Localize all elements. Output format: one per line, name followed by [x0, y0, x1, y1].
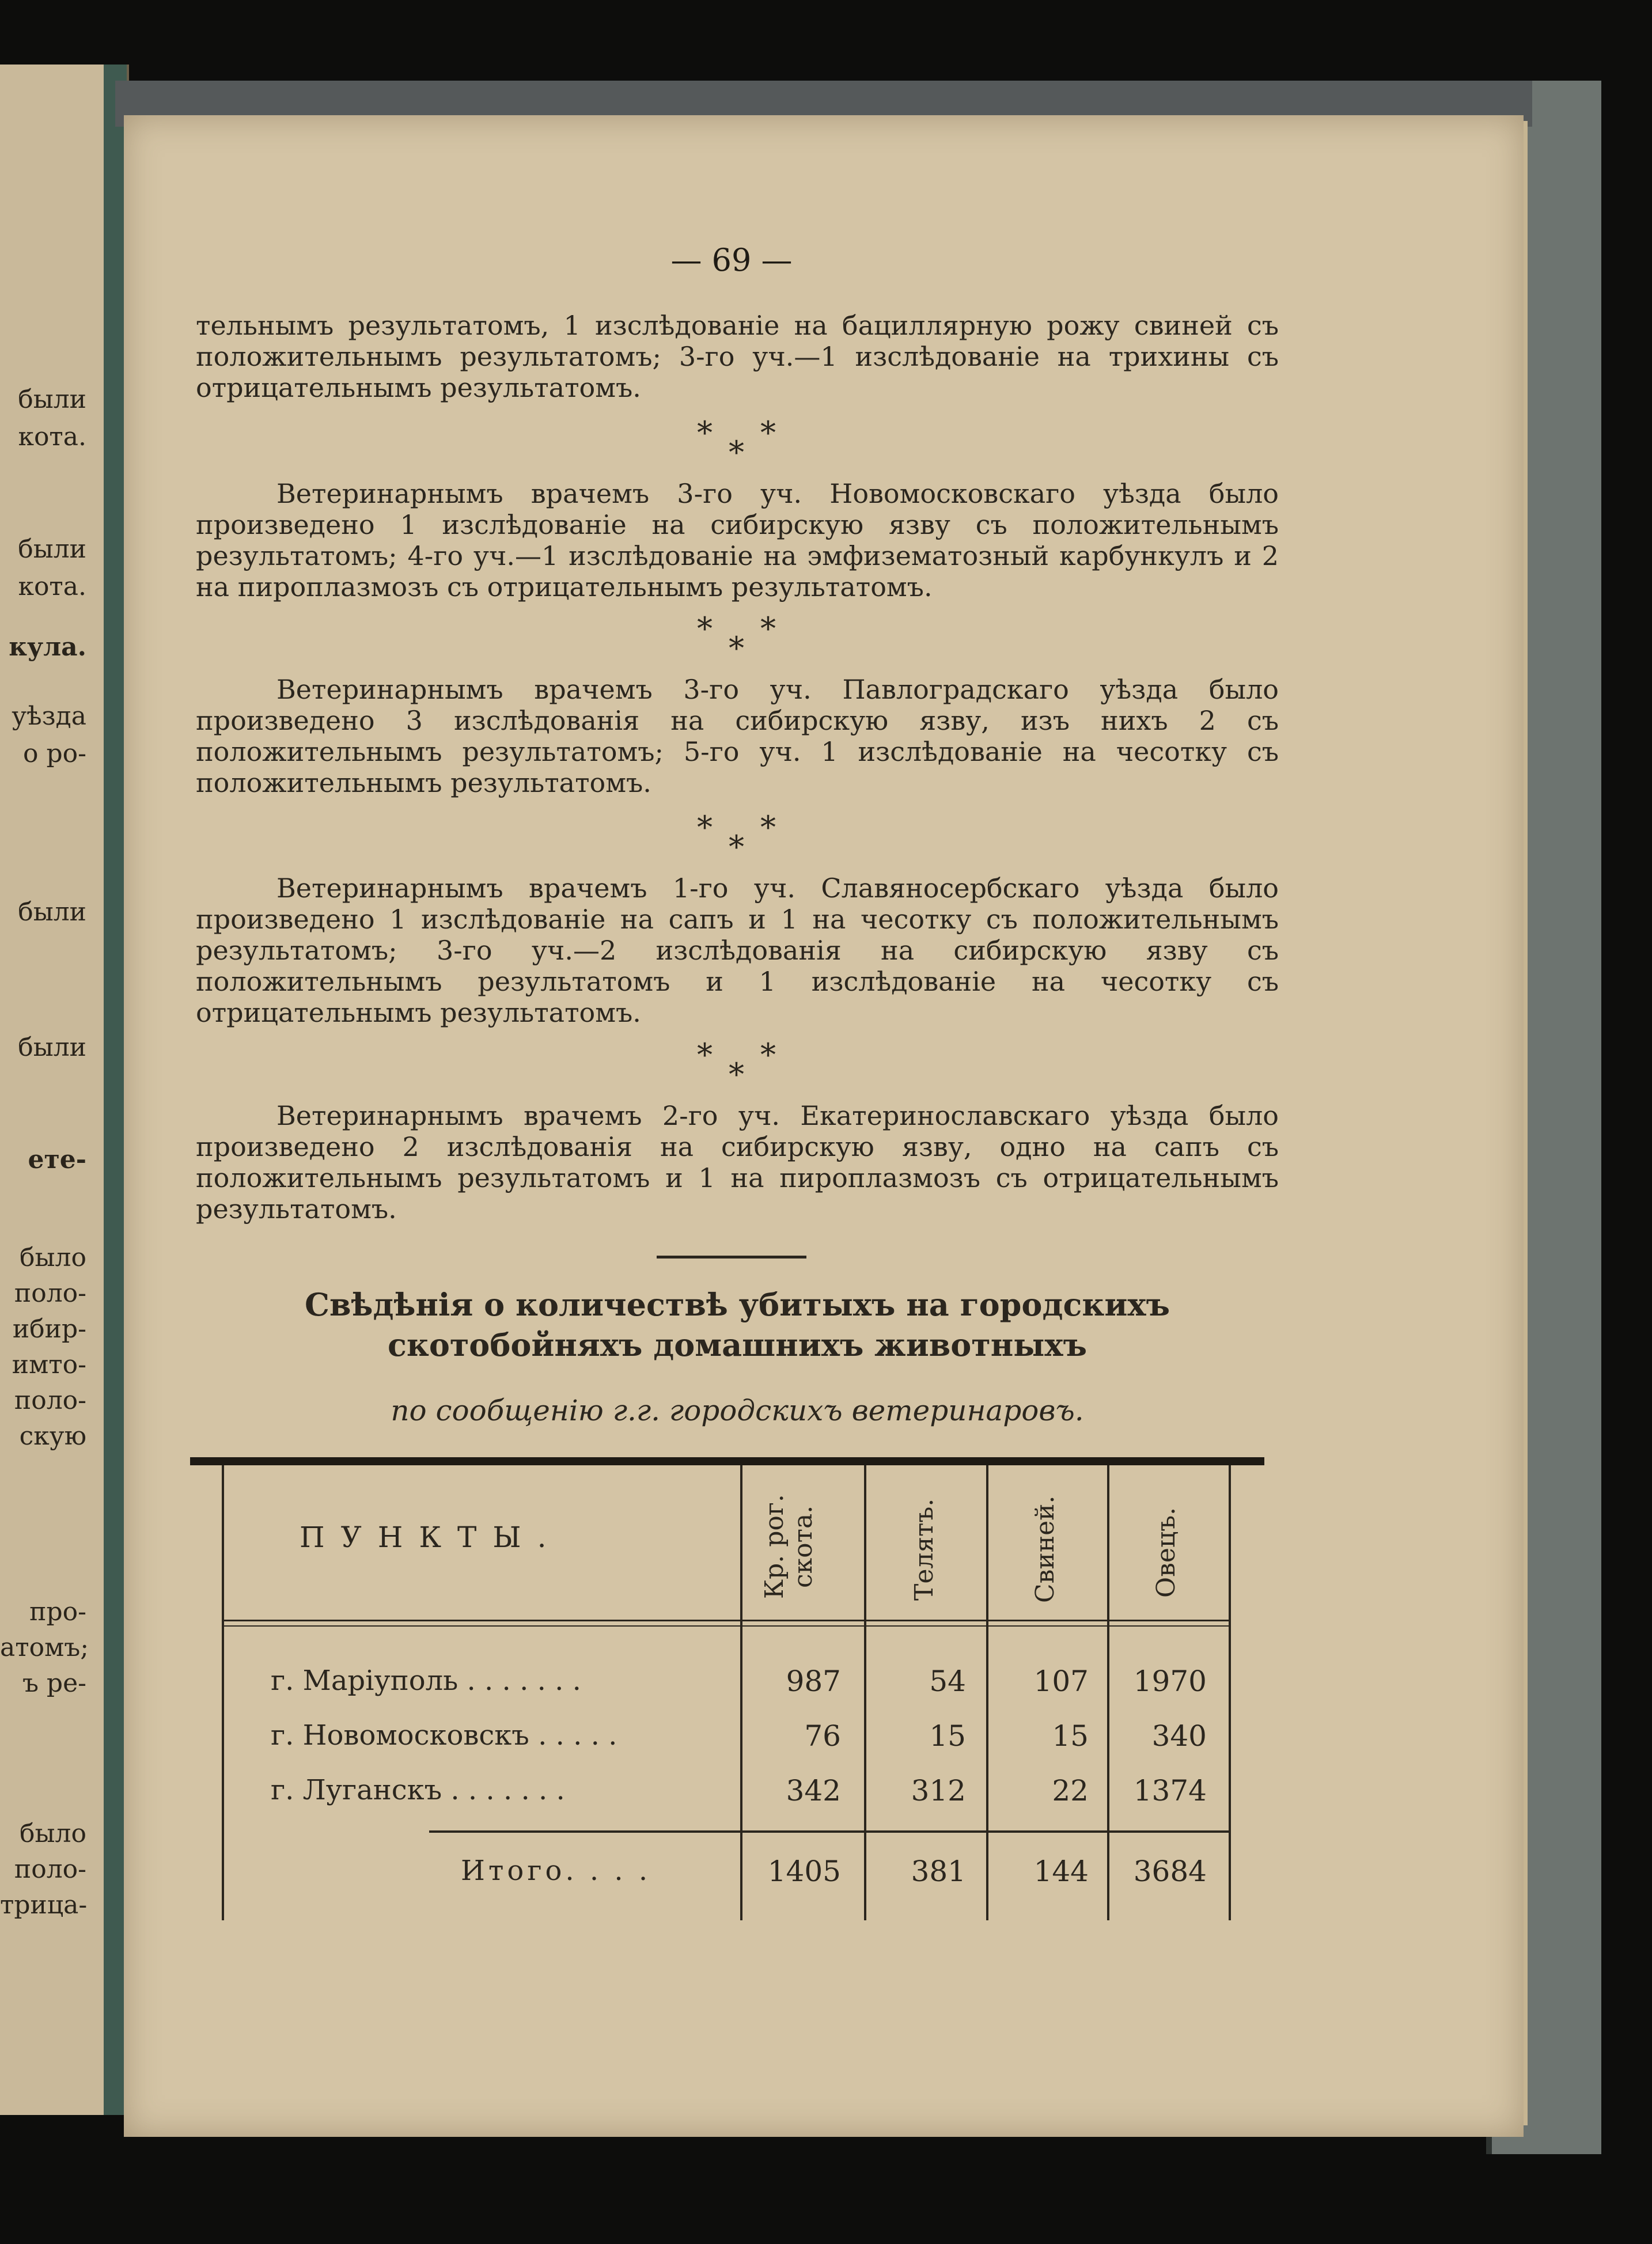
left-fragment: поло- [14, 1855, 86, 1884]
left-fragment: были [18, 897, 86, 927]
header-cattle: Кр. рог. скота. [760, 1494, 818, 1599]
paragraph-ekaterinoslav: Ветеринарнымъ врачемъ 2-го уч. Екатеринославскаго уѣзда было произведено 2 изслѣдованія на сибирскую язву, одно на сапъ съ положительнымъ результатомъ и 1 на пироплазмозъ съ отрицательнымъ результатомъ. [196, 1100, 1279, 1225]
left-fragment: ъ ре- [22, 1669, 86, 1698]
total-label: Итого. . . . [461, 1855, 651, 1887]
asterisk: * [729, 630, 744, 666]
table-cell: 76 [804, 1719, 841, 1753]
paragraph-pavlograd: Ветеринарнымъ врачемъ 3-го уч. Павлоградскаго уѣзда было произведено 3 изслѣдованія на сибирскую язву, изъ нихъ 2 съ положительнымъ результатомъ; 5-го уч. 1 изслѣдованіе на чесотку съ положительнымъ результатомъ. [196, 674, 1279, 798]
header-points: ПУНКТЫ. [300, 1521, 563, 1554]
table-cell: 1970 [1133, 1665, 1207, 1698]
table-cell: 312 [911, 1774, 966, 1807]
left-fragment: поло- [14, 1386, 86, 1415]
left-fragment: имто- [12, 1350, 86, 1379]
paragraph-novomoskovsk: Ветеринарнымъ врачемъ 3-го уч. Новомосковскаго уѣзда было произведено 1 изслѣдованіе на сибирскую язву съ положительнымъ результатомъ; 4-го уч.—1 изслѣдованіе на эмфизематозный карбункулъ и 2 на пироплазмозъ съ отрицательнымъ результатомъ. [196, 478, 1279, 602]
total-cell: 1405 [767, 1855, 841, 1888]
section-divider [657, 1256, 806, 1259]
header-pigs: Свиней. [1030, 1495, 1060, 1604]
header-sheep: Овецъ. [1151, 1507, 1181, 1598]
left-fragment: атомъ; [0, 1633, 89, 1662]
asterism [685, 1037, 789, 1093]
table-cell: 15 [929, 1719, 966, 1753]
asterisk: * [760, 1037, 776, 1073]
table-cell: 15 [1052, 1719, 1089, 1753]
left-fragment: было [20, 1243, 86, 1272]
left-fragment: было [20, 1819, 86, 1848]
total-cell: 3684 [1133, 1855, 1207, 1888]
left-fragment: скую [19, 1422, 86, 1451]
table-cell: 22 [1052, 1774, 1089, 1807]
left-fragment: трица- [0, 1890, 88, 1920]
book-spine [104, 65, 127, 2115]
asterisk: * [760, 809, 776, 846]
table-cell: 54 [929, 1665, 966, 1698]
left-fragment: ибир- [12, 1314, 86, 1344]
table-cell: 107 [1033, 1665, 1089, 1698]
left-fragment: кота. [18, 572, 86, 601]
asterism [685, 611, 789, 666]
left-fragment: про- [29, 1597, 86, 1627]
left-fragment: поло- [14, 1279, 86, 1308]
row-label-lugansk: г. Луганскъ . . . . . . . [271, 1774, 565, 1806]
asterisk: * [697, 1037, 713, 1073]
asterisk: * [697, 809, 713, 846]
table-top-rule [190, 1457, 1264, 1465]
left-fragment: о ро- [23, 739, 86, 768]
table-cell: 342 [786, 1774, 841, 1807]
asterism [685, 415, 789, 471]
paragraph-slavyanoserbsk: Ветеринарнымъ врачемъ 1-го уч. Славяносербскаго уѣзда было произведено 1 изслѣдованіе на сапъ и 1 на чесотку съ положительнымъ результатомъ; 3-го уч.—2 изслѣдованія на сибирскую язву съ положительнымъ результатомъ и 1 изслѣдованіе на чесотку съ отрицательнымъ результатомъ. [196, 873, 1279, 1028]
table-border-left [222, 1465, 224, 1920]
left-fragment: были [18, 1033, 86, 1062]
paragraph-continuation: тельнымъ результатомъ, 1 изслѣдованіе на бациллярную рожу свиней съ положительнымъ результатомъ; 3-го уч.—1 изслѣдованіе на трихины съ отрицательнымъ результатомъ. [196, 310, 1279, 403]
asterisk: * [697, 611, 713, 647]
left-fragment: ете- [28, 1145, 86, 1174]
section-subtitle: по сообщенію г.г. городскихъ ветеринаровъ. [391, 1394, 1084, 1427]
left-fragment: кота. [18, 422, 86, 452]
section-title: Свѣдѣнія о количествѣ убитыхъ на городскихъ скотобойняхъ домашнихъ животныхъ [304, 1286, 1170, 1363]
asterisk: * [697, 415, 713, 451]
table-border-right [1229, 1465, 1231, 1920]
left-fragment: уѣзда [12, 702, 86, 731]
left-fragment: были [18, 535, 86, 564]
asterism [685, 809, 789, 865]
asterisk: * [760, 415, 776, 451]
total-cell: 381 [911, 1855, 966, 1888]
table-header-rule [222, 1620, 1230, 1621]
table-cell: 1374 [1133, 1774, 1207, 1807]
table-cell: 340 [1151, 1719, 1207, 1753]
page-number: — 69 — [670, 242, 793, 278]
header-calves: Телятъ. [910, 1498, 939, 1601]
table-header-rule [222, 1625, 1230, 1627]
row-label-mariupol: г. Маріуполь . . . . . . . [271, 1665, 581, 1697]
row-label-novomoskovsk: г. Новомосковскъ . . . . . [271, 1719, 617, 1752]
asterisk: * [729, 434, 744, 471]
asterisk: * [760, 611, 776, 647]
asterisk: * [729, 829, 744, 865]
table-cell: 987 [786, 1665, 841, 1698]
asterisk: * [729, 1056, 744, 1093]
left-fragment: были [18, 385, 86, 414]
table-total-rule [429, 1830, 1230, 1833]
left-fragment: кула. [9, 632, 86, 662]
total-cell: 144 [1033, 1855, 1089, 1888]
